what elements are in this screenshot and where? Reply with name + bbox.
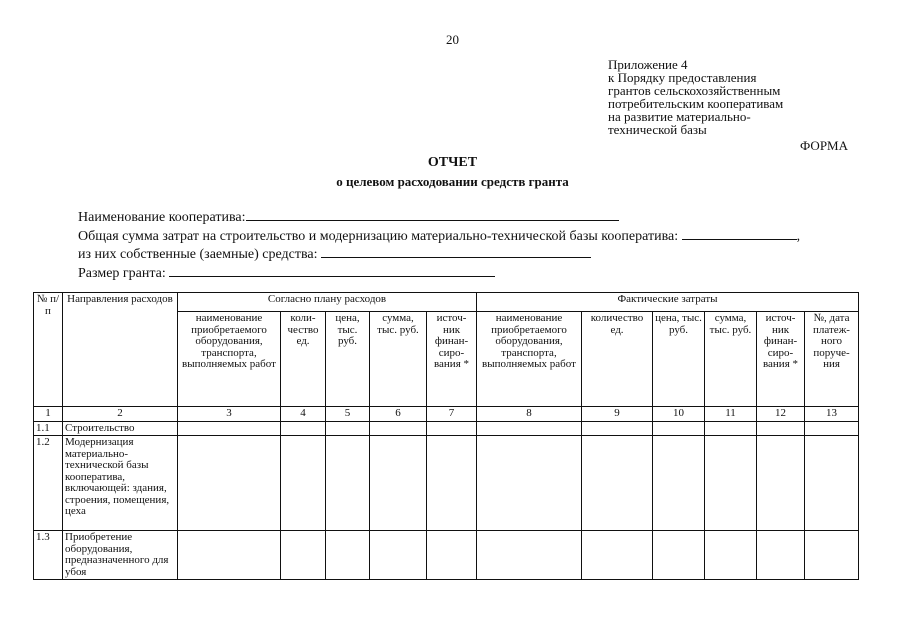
appendix-line: грантов сельскохозяйственным bbox=[608, 83, 781, 98]
column-number: 11 bbox=[705, 407, 757, 422]
table-cell[interactable] bbox=[326, 421, 370, 436]
table-cell[interactable] bbox=[653, 421, 705, 436]
group-header-actual: Фактические затраты bbox=[477, 293, 859, 312]
column-number: 2 bbox=[63, 407, 178, 422]
coop-name-blank[interactable] bbox=[246, 208, 619, 221]
table-cell[interactable] bbox=[705, 421, 757, 436]
table-row bbox=[34, 531, 859, 580]
row-number: 1.1 bbox=[34, 421, 63, 436]
coop-name-label: Наименование кооператива: bbox=[78, 210, 246, 225]
column-number: 7 bbox=[427, 407, 477, 422]
column-number: 1 bbox=[34, 407, 63, 422]
table-cell[interactable] bbox=[281, 436, 326, 531]
appendix-line: технической базы bbox=[608, 122, 707, 137]
table-cell[interactable] bbox=[326, 531, 370, 580]
report-title: ОТЧЕТ bbox=[427, 155, 478, 170]
table-cell[interactable] bbox=[370, 421, 427, 436]
column-number: 13 bbox=[805, 407, 859, 422]
own-funds-label: из них собственные (заемные) средства: bbox=[78, 247, 318, 262]
column-numbers-row bbox=[34, 407, 859, 422]
appendix-line: потребительским кооперативам bbox=[608, 96, 784, 111]
table-cell[interactable] bbox=[805, 436, 859, 531]
col-header-source-actual: источ-ник финан-сиро-вания * bbox=[757, 312, 805, 407]
table-cell[interactable] bbox=[427, 421, 477, 436]
table-cell[interactable] bbox=[477, 421, 582, 436]
grant-size-field bbox=[78, 264, 800, 283]
col-header-name-actual: наименование приобретаемого оборудования, транспорта, выполняемых работ bbox=[477, 312, 582, 407]
coop-name-field bbox=[78, 208, 800, 227]
total-cost-field bbox=[78, 227, 800, 246]
row-direction: Строительство bbox=[63, 421, 178, 436]
own-funds-blank[interactable] bbox=[321, 245, 591, 258]
grant-size-blank[interactable] bbox=[169, 264, 495, 277]
table-cell[interactable] bbox=[178, 436, 281, 531]
table-cell[interactable] bbox=[582, 531, 653, 580]
table-cell[interactable] bbox=[705, 531, 757, 580]
appendix-line: Приложение 4 bbox=[608, 57, 688, 72]
table-cell[interactable] bbox=[653, 531, 705, 580]
col-header-no: № п/п bbox=[34, 293, 63, 407]
table-cell[interactable] bbox=[705, 436, 757, 531]
table-row bbox=[34, 421, 859, 436]
report-table bbox=[33, 292, 859, 580]
total-cost-suffix: , bbox=[796, 228, 801, 244]
appendix-note bbox=[608, 58, 783, 136]
column-number: 8 bbox=[477, 407, 582, 422]
table-cell[interactable] bbox=[370, 436, 427, 531]
appendix-line: к Порядку предоставления bbox=[608, 70, 757, 85]
column-number: 12 bbox=[757, 407, 805, 422]
table-cell[interactable] bbox=[281, 421, 326, 436]
report-subtitle: о целевом расходовании средств гранта bbox=[336, 174, 569, 189]
table-cell[interactable] bbox=[370, 531, 427, 580]
column-number: 4 bbox=[281, 407, 326, 422]
group-header-plan: Согласно плану расходов bbox=[178, 293, 477, 312]
col-header-name-plan: наименование приобретаемого оборудования, транспорта, выполняемых работ bbox=[178, 312, 281, 407]
col-header-price-plan: цена, тыс. руб. bbox=[326, 312, 370, 407]
total-cost-label: Общая сумма затрат на строительство и модернизацию материально-технической базы кооператива: bbox=[78, 228, 679, 244]
table-cell[interactable] bbox=[805, 531, 859, 580]
column-number: 6 bbox=[370, 407, 427, 422]
total-cost-blank[interactable] bbox=[682, 227, 797, 240]
table-cell[interactable] bbox=[427, 531, 477, 580]
table-cell[interactable] bbox=[178, 531, 281, 580]
own-funds-field bbox=[78, 245, 800, 264]
col-header-price-actual: цена, тыс. руб. bbox=[653, 312, 705, 407]
row-number: 1.3 bbox=[34, 531, 63, 580]
col-header-qty-actual: количество ед. bbox=[582, 312, 653, 407]
table-cell[interactable] bbox=[477, 531, 582, 580]
row-direction: Приобретение оборудования, предназначенного для убоя bbox=[63, 531, 178, 580]
table-cell[interactable] bbox=[653, 436, 705, 531]
grant-size-label: Размер гранта: bbox=[78, 265, 166, 281]
table-cell[interactable] bbox=[326, 436, 370, 531]
table-cell[interactable] bbox=[805, 421, 859, 436]
page-number: 20 bbox=[446, 32, 459, 47]
column-number: 5 bbox=[326, 407, 370, 422]
report-fields bbox=[78, 208, 800, 282]
col-header-qty-plan: коли-чество ед. bbox=[281, 312, 326, 407]
column-number: 10 bbox=[653, 407, 705, 422]
column-number: 3 bbox=[178, 407, 281, 422]
table-cell[interactable] bbox=[757, 436, 805, 531]
row-number: 1.2 bbox=[34, 436, 63, 531]
table-cell[interactable] bbox=[582, 421, 653, 436]
table-cell[interactable] bbox=[281, 531, 326, 580]
col-header-sum-plan: сумма, тыс. руб. bbox=[370, 312, 427, 407]
table-header-row bbox=[34, 293, 859, 312]
table-row bbox=[34, 436, 859, 531]
col-header-direction: Направления расходов bbox=[63, 293, 178, 407]
table-cell[interactable] bbox=[477, 436, 582, 531]
table-cell[interactable] bbox=[427, 436, 477, 531]
row-direction: Модернизация материально-технической базы кооператива, включающей: здания, строения, помещения, цеха bbox=[63, 436, 178, 531]
table-cell[interactable] bbox=[178, 421, 281, 436]
col-header-source-plan: источ-ник финан-сиро-вания * bbox=[427, 312, 477, 407]
col-header-sum-actual: сумма, тыс. руб. bbox=[705, 312, 757, 407]
table-cell[interactable] bbox=[757, 531, 805, 580]
table-cell[interactable] bbox=[757, 421, 805, 436]
table-cell[interactable] bbox=[582, 436, 653, 531]
form-label: ФОРМА bbox=[800, 138, 848, 153]
col-header-payment: №, дата платеж-ного поруче-ния bbox=[805, 312, 859, 407]
column-number: 9 bbox=[582, 407, 653, 422]
appendix-line: на развитие материально- bbox=[608, 109, 751, 124]
